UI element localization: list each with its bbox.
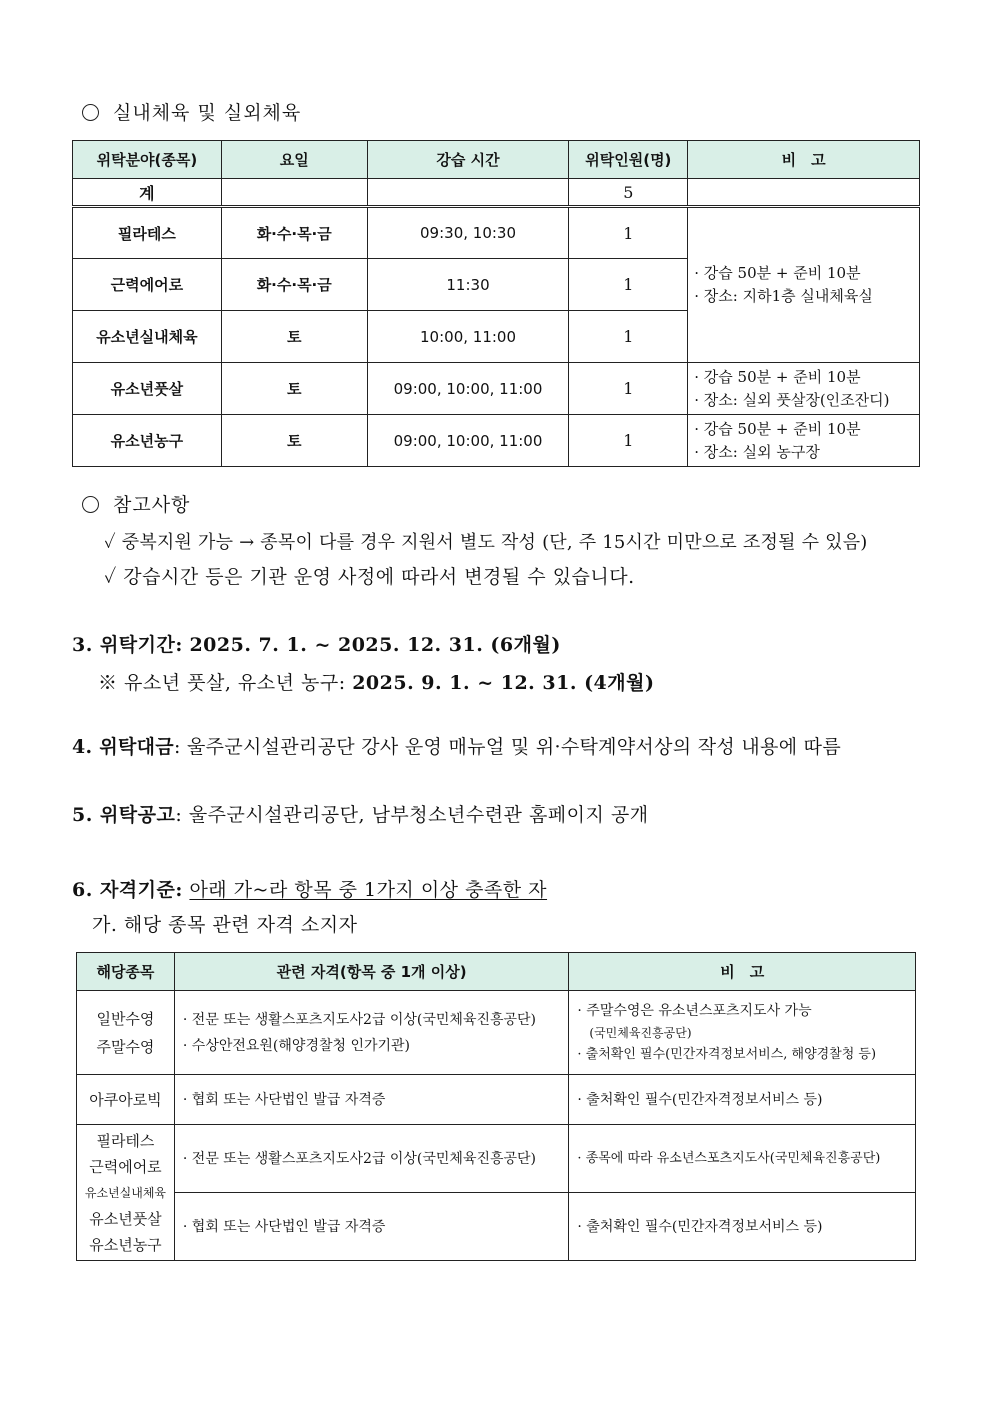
category-cell: 아쿠아로빅 <box>77 1075 175 1125</box>
row-time: 09:00, 10:00, 11:00 <box>367 415 569 467</box>
basketball-note-line: · 장소: 실외 농구장 <box>694 442 820 461</box>
section-6-label: 6. 자격기준: <box>72 879 183 901</box>
header-qualification: 관련 자격(항목 중 1개 이상) <box>174 953 569 991</box>
header-remarks: 비 고 <box>569 953 916 991</box>
row-name: 유소년실내체육 <box>73 311 222 363</box>
header-count: 위탁인원(명) <box>569 141 688 179</box>
row-time: 09:00, 10:00, 11:00 <box>367 363 569 415</box>
row-days: 토 <box>221 311 367 363</box>
qualification-line: · 전문 또는 생활스포츠지도사2급 이상(국민체육진흥공단) <box>182 1011 537 1028</box>
reference-item: ✓ 강습시간 등은 기관 운영 사정에 따라서 변경될 수 있습니다. <box>104 566 635 588</box>
section-3-label: 3. 위탁기간: <box>72 634 183 656</box>
section-5-label: 5. 위탁공고 <box>72 804 176 826</box>
qualification-table-header <box>77 953 916 991</box>
qualification-line: · 수상안전요원(해양경찰청 인가기관) <box>182 1037 411 1054</box>
header-field: 위탁분야(종목) <box>73 141 222 179</box>
row-count: 1 <box>569 311 688 363</box>
section-3-value: 2025. 7. 1. ~ 2025. 12. 31. (6개월) <box>189 634 561 656</box>
circle-bullet-icon <box>82 496 99 513</box>
section-6-sub: 가. 해당 종목 관련 자격 소지자 <box>92 914 358 936</box>
table-row <box>77 1193 916 1261</box>
section-3-note-value: 2025. 9. 1. ~ 12. 31. (4개월) <box>352 672 655 694</box>
row-count: 1 <box>569 207 688 259</box>
table-row <box>73 415 920 467</box>
category-line: 유소년풋살 <box>89 1209 162 1228</box>
section-3 <box>72 630 561 657</box>
total-empty-remarks <box>688 179 920 207</box>
header-time: 강습 시간 <box>367 141 569 179</box>
section-3-note <box>98 668 654 695</box>
row-name: 근력에어로 <box>73 259 222 311</box>
remarks-cell: · 출처확인 필수(민간자격정보서비스 등) <box>569 1193 916 1261</box>
qualification-cell: · 협회 또는 사단법인 발급 자격증 <box>174 1075 569 1125</box>
futsal-note-line: · 강습 50분 + 준비 10분 <box>694 367 861 386</box>
qualification-cell: · 협회 또는 사단법인 발급 자격증 <box>174 1193 569 1261</box>
category-line: 일반수영 <box>96 1009 155 1028</box>
futsal-remarks <box>688 363 920 415</box>
total-label: 계 <box>73 179 222 207</box>
qualification-cell <box>174 991 569 1075</box>
indoor-note-line: · 강습 50분 + 준비 10분 <box>694 264 861 282</box>
indoor-remarks <box>688 207 920 363</box>
row-days: 화·수·목·금 <box>221 207 367 259</box>
remarks-line: · 출처확인 필수(민간자격정보서비스, 해양경찰청 등) <box>577 1046 877 1062</box>
row-time: 10:00, 11:00 <box>367 311 569 363</box>
table-row <box>77 1125 916 1193</box>
reference-item: ✓ 중복지원 가능 → 종목이 다를 경우 지원서 별도 작성 (단, 주 15시간 미만으로 조정될 수 있음) <box>104 532 868 553</box>
indoor-note-line: · 장소: 지하1층 실내체육실 <box>694 287 873 305</box>
reference-heading <box>82 490 190 517</box>
category-line: 근력에어로 <box>89 1157 162 1176</box>
circle-bullet-icon <box>82 104 99 121</box>
table-row <box>77 1075 916 1125</box>
category-line: 필라테스 <box>96 1131 155 1150</box>
header-days: 요일 <box>221 141 367 179</box>
header-remarks: 비 고 <box>688 141 920 179</box>
section-4-label: 4. 위탁대금 <box>72 736 174 758</box>
section-5 <box>72 800 649 827</box>
row-count: 1 <box>569 415 688 467</box>
section-6-value: 아래 가~라 항목 중 1가지 이상 충족한 자 <box>189 879 548 901</box>
schedule-table-header <box>73 141 920 179</box>
remarks-line: (국민체육진흥공단) <box>589 1025 692 1040</box>
total-count: 5 <box>569 179 688 207</box>
table-total-row <box>73 179 920 207</box>
total-empty-time <box>367 179 569 207</box>
row-time: 09:30, 10:30 <box>367 207 569 259</box>
basketball-remarks <box>688 415 920 467</box>
row-name: 필라테스 <box>73 207 222 259</box>
remarks-line: · 주말수영은 유소년스포츠지도사 가능 <box>577 1002 812 1019</box>
row-days: 화·수·목·금 <box>221 259 367 311</box>
category-line: 유소년농구 <box>89 1235 162 1254</box>
category-line: 유소년실내체육 <box>84 1185 167 1200</box>
basketball-note-line: · 강습 50분 + 준비 10분 <box>694 419 861 438</box>
qualification-cell: · 전문 또는 생활스포츠지도사2급 이상(국민체육진흥공단) <box>174 1125 569 1193</box>
category-cell <box>77 1125 175 1261</box>
qualification-table <box>76 952 916 1261</box>
row-count: 1 <box>569 363 688 415</box>
category-line: 주말수영 <box>96 1037 155 1056</box>
section-4 <box>72 732 841 759</box>
row-days: 토 <box>221 415 367 467</box>
reference-title: 참고사항 <box>113 494 191 516</box>
section-4-value: : 울주군시설관리공단 강사 운영 매뉴얼 및 위·수탁계약서상의 작성 내용에 따름 <box>173 736 841 758</box>
table-row <box>73 207 920 259</box>
remarks-cell: · 종목에 따라 유소년스포츠지도사(국민체육진흥공단) <box>569 1125 916 1193</box>
section-indoor-title: 실내체육 및 실외체육 <box>113 102 302 124</box>
row-count: 1 <box>569 259 688 311</box>
section-6 <box>72 875 547 902</box>
row-time: 11:30 <box>367 259 569 311</box>
row-days: 토 <box>221 363 367 415</box>
row-name: 유소년풋살 <box>73 363 222 415</box>
header-category: 해당종목 <box>77 953 175 991</box>
row-name: 유소년농구 <box>73 415 222 467</box>
section-3-note-prefix: ※ 유소년 풋살, 유소년 농구: <box>98 672 346 694</box>
section-5-value: : 울주군시설관리공단, 남부청소년수련관 홈페이지 공개 <box>175 804 649 826</box>
schedule-table <box>72 140 920 467</box>
section-indoor-heading <box>82 98 301 125</box>
remarks-cell: · 출처확인 필수(민간자격정보서비스 등) <box>569 1075 916 1125</box>
table-row <box>77 991 916 1075</box>
remarks-cell <box>569 991 916 1075</box>
futsal-note-line: · 장소: 실외 풋살장(인조잔디) <box>694 390 890 409</box>
total-empty-days <box>221 179 367 207</box>
table-row <box>73 363 920 415</box>
category-cell <box>77 991 175 1075</box>
